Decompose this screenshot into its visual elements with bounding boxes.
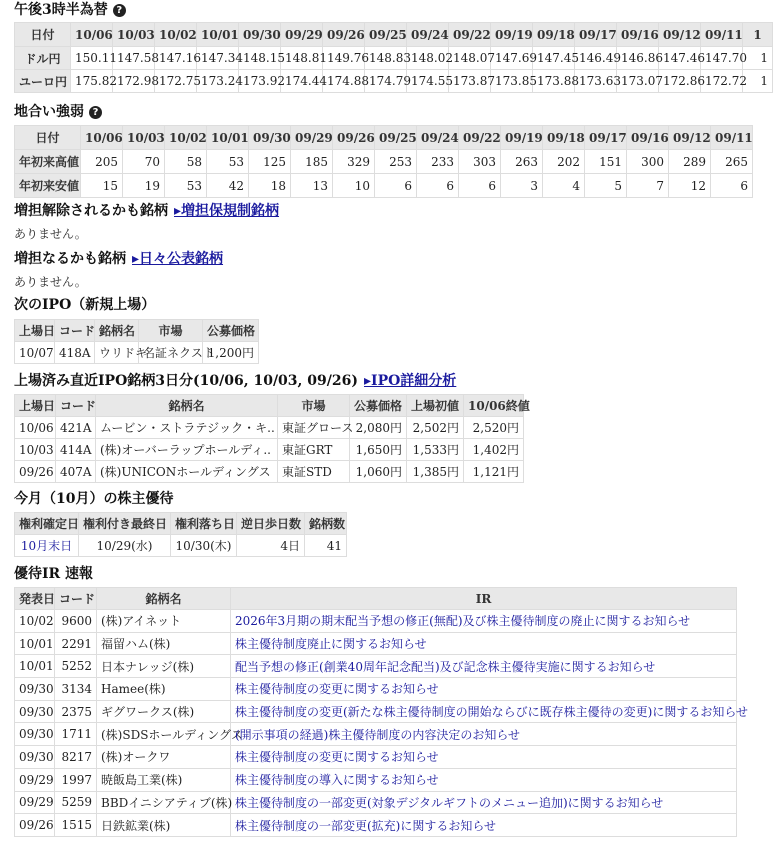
table-cell: 6 [459,174,501,198]
table-cell: (株)アイネット [97,610,231,633]
table-cell: 151 [585,150,627,174]
table-cell: 13 [291,174,333,198]
column-header: 09/26 [323,23,365,47]
table-cell: 4日 [237,535,305,557]
column-header: 権利確定日 [15,513,79,535]
ir-link[interactable]: 株主優待制度の一部変更(対象デジタルギフトのメニュー追加)に関するお知らせ [235,795,664,810]
table-cell: 10/01 [15,655,55,678]
column-header: 銘柄名 [97,588,231,610]
column-header: 09/18 [543,126,585,150]
table-cell: 2291 [55,632,97,655]
margin-add-title [14,250,223,268]
column-header: 09/17 [585,126,627,150]
table-row [15,655,737,678]
table-cell: 148.15 [239,47,281,70]
table-cell [231,814,737,837]
table-cell: 418A [55,342,95,364]
column-header: コード [55,320,95,342]
table-cell: 1,533円 [407,439,464,461]
table-cell: 東証グロース [278,417,350,439]
table-cell: 173.85 [491,70,533,93]
column-header: 1 [743,23,773,47]
table-cell: 10/30(木) [171,535,237,557]
table-cell: (株)UNICONホールディングス [96,461,278,483]
table-cell: 年初来高値 [15,150,81,174]
column-header: 09/29 [291,126,333,150]
ir-link[interactable]: 株主優待制度廃止に関するお知らせ [235,637,427,652]
table-cell: 3134 [55,678,97,701]
column-header: 公募価格 [350,395,407,417]
table-row [15,768,737,791]
table-cell: 185 [291,150,333,174]
ir-link[interactable]: (開示事項の経過)株主優待制度の内容決定のお知らせ [235,727,521,742]
column-header: 09/22 [449,23,491,47]
table-cell: ウリドキ [95,342,139,364]
column-header: 10/06終値 [464,395,524,417]
table-row [15,814,737,837]
table-cell: 175.82 [71,70,113,93]
table-row [15,417,524,439]
table-cell: 5252 [55,655,97,678]
column-header: 10/03 [113,23,155,47]
table-cell: 174.88 [323,70,365,93]
table-row [15,47,773,70]
column-header: 09/19 [491,23,533,47]
header-row [15,513,347,535]
fx-section-title [14,1,126,19]
column-header: 09/30 [239,23,281,47]
column-header: 権利落ち日 [171,513,237,535]
table-row [15,439,524,461]
table-cell: 147.58 [113,47,155,70]
table-cell: 148.02 [407,47,449,70]
column-header: 09/24 [417,126,459,150]
column-header: 09/11 [711,126,753,150]
column-header: 10/01 [207,126,249,150]
table-row [15,174,753,198]
table-cell [231,746,737,769]
table-cell [231,723,737,746]
table-cell: 300 [627,150,669,174]
table-cell: 2,502円 [407,417,464,439]
table-cell: 1997 [55,768,97,791]
table-cell: 1,121円 [464,461,524,483]
table-cell: 18 [249,174,291,198]
table-row [15,610,737,633]
table-cell: 日鉄鉱業(株) [97,814,231,837]
column-header: 10/03 [123,126,165,150]
table-cell [231,632,737,655]
yutai-title: 今月（10月）の株主優待 [14,491,174,507]
column-header: 権利付き最終日 [79,513,171,535]
table-cell: 2,080円 [350,417,407,439]
column-header: 公募価格 [203,320,259,342]
margin-add-note: ありません。 [14,275,87,289]
table-cell: 年初来安値 [15,174,81,198]
table-row [15,791,737,814]
margin-release-note: ありません。 [14,227,87,241]
column-header: 09/18 [533,23,575,47]
table-cell: 09/26 [15,814,55,837]
table-cell: 173.24 [197,70,239,93]
help-icon[interactable]: ? [89,106,102,119]
table-cell: 10/03 [15,439,56,461]
table-cell [231,678,737,701]
table-cell: 147.16 [155,47,197,70]
table-cell: 172.86 [659,70,701,93]
column-header: 上場初値 [407,395,464,417]
table-cell: 174.55 [407,70,449,93]
column-header: 10/06 [71,23,113,47]
table-cell: 6 [417,174,459,198]
table-cell: 148.81 [281,47,323,70]
table-cell: ムービン・ストラテジック・キ.. [96,417,278,439]
column-header: 上場日 [15,395,56,417]
column-header: 09/25 [365,23,407,47]
table-row [15,535,347,557]
table-cell: (株)オークワ [97,746,231,769]
table-cell: 265 [711,150,753,174]
ir-link[interactable]: 株主優待制度の一部変更(拡充)に関するお知らせ [235,818,497,833]
ir-table [14,587,749,837]
table-cell: 暁飯島工業(株) [97,768,231,791]
table-cell: 147.46 [659,47,701,70]
header-row [15,588,737,610]
table-cell: 289 [669,150,711,174]
column-header: 09/22 [459,126,501,150]
table-cell: 147.69 [491,47,533,70]
table-cell: 5259 [55,791,97,814]
yutai-table [14,512,347,557]
next-ipo-title: 次のIPO（新規上場） [14,297,156,313]
column-header: 10/02 [165,126,207,150]
column-header: 市場 [139,320,203,342]
table-row [15,632,737,655]
column-header: 銘柄名 [95,320,139,342]
table-cell: 329 [333,150,375,174]
table-cell: 147.70 [701,47,743,70]
column-header: 10/06 [81,126,123,150]
margin-regulation-link[interactable]: ▸増担保規制銘柄 [174,203,280,219]
column-header: 09/19 [501,126,543,150]
breadth-title: 地合い強弱 [14,104,84,120]
ir-title: 優待IR 速報 [14,566,94,582]
table-row [15,746,737,769]
ir-link[interactable]: 株主優待制度の変更に関するお知らせ [235,750,439,765]
header-row [15,395,524,417]
table-cell: 147.34 [197,47,239,70]
table-cell: 146.49 [575,47,617,70]
table-row [15,723,737,746]
table-row [15,678,737,701]
fx-table-wrap [0,22,770,93]
table-cell: 173.07 [617,70,659,93]
column-header: 日付 [15,126,81,150]
ir-link[interactable]: 株主優待制度の変更(新たな株主優待制度の開始ならびに既存株主優待の変更)に関するお知らせ [235,705,749,720]
table-cell: Hamee(株) [97,678,231,701]
margin-release-title [14,202,279,220]
table-cell: 125 [249,150,291,174]
table-cell: 41 [305,535,347,557]
table-cell: 173.92 [239,70,281,93]
table-cell: 日本ナレッジ(株) [97,655,231,678]
table-cell: 174.44 [281,70,323,93]
table-cell: 1515 [55,814,97,837]
table-cell: 149.76 [323,47,365,70]
table-cell: 53 [165,174,207,198]
table-cell: 10月末日 [15,535,79,557]
column-header: コード [55,588,97,610]
column-header: 逆日歩日数 [237,513,305,535]
column-header: 09/11 [701,23,743,47]
table-cell: 10/02 [15,610,55,633]
next-ipo-table [14,319,259,364]
column-header: 上場日 [15,320,55,342]
table-cell: 1,385円 [407,461,464,483]
column-header: 09/16 [627,126,669,150]
table-cell: 09/30 [15,678,55,701]
table-cell: 10/29(水) [79,535,171,557]
table-cell: ユーロ円 [15,70,71,93]
table-cell [231,768,737,791]
table-cell: 146.86 [617,47,659,70]
column-header: 10/01 [197,23,239,47]
recent-ipo-title [14,372,456,390]
table-cell: (株)SDSホールディングス [97,723,231,746]
table-cell: 172.98 [113,70,155,93]
table-cell: 172.72 [701,70,743,93]
help-icon[interactable]: ? [113,4,126,17]
table-cell [231,791,737,814]
table-cell: 東証GRT [278,439,350,461]
table-cell: 173.63 [575,70,617,93]
column-header: 09/12 [669,126,711,150]
table-cell: 174.79 [365,70,407,93]
column-header: 10/02 [155,23,197,47]
ipo-analysis-link[interactable]: ▸IPO詳細分析 [364,373,457,389]
table-cell: 150.11 [71,47,113,70]
table-cell [231,610,737,633]
breadth-section-title [14,103,102,121]
table-cell: 名証ネクスト [139,342,203,364]
column-header: 市場 [278,395,350,417]
table-cell: 09/30 [15,700,55,723]
header-row [15,23,773,47]
column-header: IR [231,588,737,610]
header-row [15,126,753,150]
recent-ipo-table [14,394,530,483]
table-cell: 253 [375,150,417,174]
table-cell: ドル円 [15,47,71,70]
table-cell: 東証STD [278,461,350,483]
fx-table [14,22,773,93]
table-cell: 1,060円 [350,461,407,483]
table-cell: 421A [56,417,96,439]
table-cell: 09/29 [15,791,55,814]
table-cell: 09/29 [15,768,55,791]
table-cell [231,700,749,723]
table-row [15,70,773,93]
column-header: 09/24 [407,23,449,47]
table-cell: 1 [743,70,773,93]
table-cell: 福留ハム(株) [97,632,231,655]
table-cell: 173.88 [533,70,575,93]
table-cell: 10 [333,174,375,198]
margin-add-heading: 増担なるかも銘柄 [14,251,126,267]
table-cell: 173.87 [449,70,491,93]
table-cell: (株)オーバーラップホールディ.. [96,439,278,461]
table-cell: 70 [123,150,165,174]
column-header: 銘柄数 [305,513,347,535]
table-cell: 2375 [55,700,97,723]
table-cell: 1,200円 [203,342,259,364]
table-cell: 09/26 [15,461,56,483]
table-cell: 58 [165,150,207,174]
table-cell: 2,520円 [464,417,524,439]
table-cell: 7 [627,174,669,198]
table-cell: 407A [56,461,96,483]
column-header: 09/26 [333,126,375,150]
table-cell: 6 [375,174,417,198]
table-cell: 10/07 [15,342,55,364]
table-cell: 1,402円 [464,439,524,461]
ir-link[interactable]: 株主優待制度の変更に関するお知らせ [235,682,439,697]
table-cell: ギグワークス(株) [97,700,231,723]
table-row [15,150,753,174]
column-header: 09/12 [659,23,701,47]
ir-link[interactable]: 株主優待制度の導入に関するお知らせ [235,773,439,788]
table-cell: 09/30 [15,723,55,746]
column-header: 発表日 [15,588,55,610]
column-header: 09/17 [575,23,617,47]
table-cell: 172.75 [155,70,197,93]
table-cell: 147.45 [533,47,575,70]
table-cell: 15 [81,174,123,198]
table-cell: 202 [543,150,585,174]
column-header: 銘柄名 [96,395,278,417]
column-header: コード [56,395,96,417]
table-cell: 9600 [55,610,97,633]
table-cell: 148.83 [365,47,407,70]
fx-title: 午後3時半為替 [14,2,108,18]
table-cell: 233 [417,150,459,174]
table-row [15,700,737,723]
table-cell: 1711 [55,723,97,746]
header-row [15,320,259,342]
daily-announcement-link[interactable]: ▸日々公表銘柄 [132,251,224,267]
table-cell: 414A [56,439,96,461]
breadth-table [14,125,753,198]
table-cell: 10/01 [15,632,55,655]
ir-link[interactable]: 2026年3月期の期末配当予想の修正(無配)及び株主優待制度の廃止に関するお知らせ [235,614,691,629]
table-cell: 09/30 [15,746,55,769]
table-cell: 53 [207,150,249,174]
column-header: 09/30 [249,126,291,150]
table-cell: 1 [743,47,773,70]
recent-ipo-heading: 上場済み直近IPO銘柄3日分(10/06, 10/03, 09/26) [14,373,358,389]
table-cell: 205 [81,150,123,174]
breadth-table-wrap [0,125,770,197]
table-row [15,461,524,483]
table-cell: 19 [123,174,165,198]
table-cell: 10/06 [15,417,56,439]
column-header: 09/29 [281,23,323,47]
column-header: 09/25 [375,126,417,150]
table-cell: 42 [207,174,249,198]
table-cell [231,655,737,678]
table-cell: 5 [585,174,627,198]
table-cell: 4 [543,174,585,198]
table-cell: 303 [459,150,501,174]
margin-release-heading: 増担解除されるかも銘柄 [14,203,168,219]
table-cell: 8217 [55,746,97,769]
table-cell: 12 [669,174,711,198]
table-cell: 1,650円 [350,439,407,461]
table-cell: BBDイニシアティブ(株) [97,791,231,814]
table-cell: 148.07 [449,47,491,70]
column-header: 09/16 [617,23,659,47]
table-cell: 263 [501,150,543,174]
table-cell: 6 [711,174,753,198]
ir-link[interactable]: 配当予想の修正(創業40周年記念配当)及び記念株主優待実施に関するお知らせ [235,659,656,674]
column-header: 日付 [15,23,71,47]
table-cell: 3 [501,174,543,198]
table-row [15,342,259,364]
